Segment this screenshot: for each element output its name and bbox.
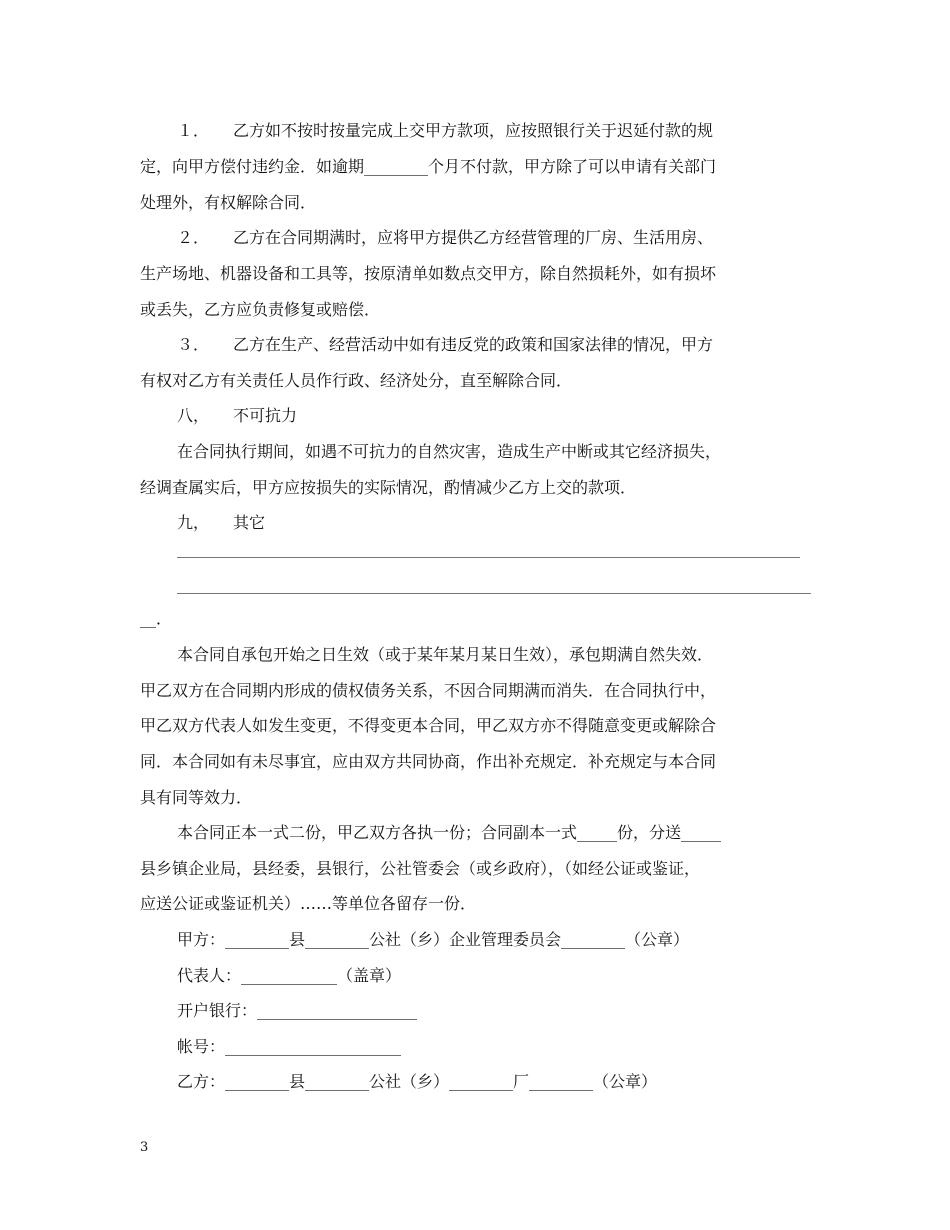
paragraph-line: 本合同正本一式二份，甲乙双方各执一份；合同副本一式_____份，分送_____: [177, 823, 722, 842]
paragraph-line: 甲乙双方代表人如发生变更，不得变更本合同，甲乙双方亦不得随意变更或解除合: [140, 716, 717, 735]
paragraph-line: ２． 乙方在合同期满时，应将甲方提供乙方经营管理的厂房、生活用房、: [177, 228, 714, 247]
paragraph-line: 经调查属实后，甲方应按损失的实际情况，酌情减少乙方上交的款项．: [140, 478, 637, 497]
bank-line: 开户银行：____________________: [177, 1001, 418, 1020]
paragraph-line: 在合同执行期间，如遇不可抗力的自然灾害，造成生产中断或其它经济损失，: [177, 442, 722, 461]
paragraph-line: 或丢失，乙方应负责修复或赔偿．: [140, 300, 381, 319]
party-b-line: 乙方：________县________公社（乡）________厂________（公章）: [177, 1072, 658, 1091]
section-heading: 八， 不可抗力: [177, 406, 298, 425]
party-a-line: 甲方：________县________公社（乡）企业管理委员会________（公章）: [177, 930, 690, 949]
paragraph-line: 本合同自承包开始之日生效（或于某年某月某日生效），承包期满自然失效．: [177, 645, 714, 664]
paragraph-line: 应送公证或鉴证机关）……等单位各留存一份．: [140, 894, 477, 913]
paragraph-line: １． 乙方如不按时按量完成上交甲方款项，应按照银行关于迟延付款的规: [177, 121, 714, 140]
page-number: 3: [140, 1140, 149, 1155]
section-heading: 九， 其它: [177, 513, 266, 532]
paragraph-line: ３． 乙方在生产、经营活动中如有违反党的政策和国家法律的情况，甲方: [177, 335, 714, 354]
account-line: 帐号：______________________: [177, 1037, 402, 1056]
blank-fill-line: [177, 557, 800, 558]
blank-fill-line: [177, 593, 811, 594]
paragraph-line: 具有同等效力．: [140, 788, 253, 807]
representative-line: 代表人：____________（盖章）: [177, 966, 402, 985]
paragraph-line: 有权对乙方有关责任人员作行政、经济处分，直至解除合同．: [140, 371, 573, 390]
paragraph-line: 处理外，有权解除合同．: [140, 193, 317, 212]
paragraph-line: 甲乙双方在合同期内形成的债权债务关系，不因合同期满而消失．在合同执行中，: [140, 681, 717, 700]
paragraph-line: 定，向甲方偿付违约金．如逾期________个月不付款，甲方除了可以申请有关部门: [140, 157, 717, 176]
paragraph-line: 生产场地、机器设备和工具等，按原清单如数点交甲方，除自然损耗外，如有损坏: [140, 264, 717, 283]
paragraph-line: __．: [140, 609, 173, 628]
paragraph-line: 县乡镇企业局，县经委，县银行，公社管委会（或乡政府），（如经公证或鉴证，: [140, 859, 701, 878]
paragraph-line: 同．本合同如有未尽事宜，应由双方共同协商，作出补充规定．补充规定与本合同: [140, 752, 717, 771]
